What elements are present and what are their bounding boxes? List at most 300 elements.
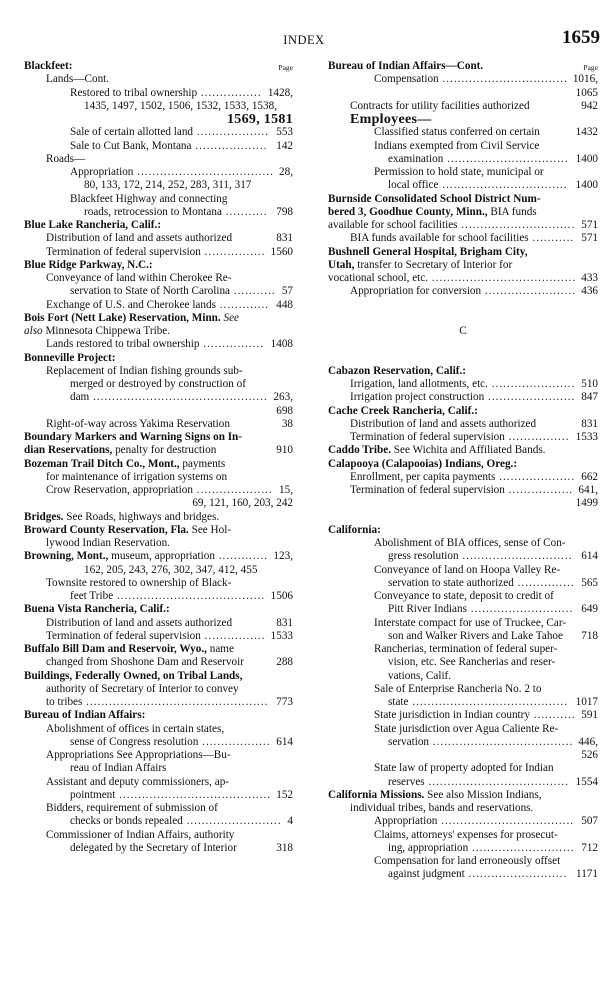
entry-text: Blue Lake Rancheria, Calif.:	[24, 219, 162, 231]
entry-text: sense of Congress resolution	[70, 735, 199, 748]
entry-text-tail: payments	[179, 457, 226, 470]
page-reference: 1017	[575, 696, 598, 708]
index-entry	[24, 497, 293, 510]
entry-text: Browning, Mont.,	[24, 550, 109, 563]
index-entry	[24, 696, 293, 709]
index-entry	[24, 683, 293, 696]
dot-leader: ...........	[221, 205, 268, 218]
index-heading	[24, 60, 293, 73]
dot-leader: ...........	[230, 285, 276, 298]
index-entry	[328, 431, 598, 444]
page-reference: 831	[276, 232, 293, 245]
index-entry	[328, 550, 598, 563]
index-entry	[328, 140, 598, 153]
dot-leader: ......................	[487, 378, 576, 390]
entry-text: Restored to tribal ownership	[70, 86, 198, 99]
dot-leader: ................	[199, 338, 265, 351]
index-heading	[328, 458, 598, 471]
index-column-right	[328, 60, 598, 882]
entry-text: Calapooya (Calapooias) Indians, Oreg.:	[328, 457, 518, 470]
entry-text: Conveyance of land on Hoopa Valley Re-	[374, 563, 561, 576]
entry-text: Classified status conferred on certain	[374, 126, 540, 139]
entry-text-tail: penalty for destruction	[112, 444, 217, 457]
entry-text: Exchange of U.S. and Cherokee lands	[46, 298, 216, 311]
dot-leader: .................................	[438, 179, 568, 192]
index-entry	[24, 577, 293, 590]
entry-text: California:	[328, 523, 381, 536]
entry-text: Conveyance of land within Cherokee Re-	[46, 272, 232, 284]
index-entry	[328, 736, 598, 749]
index-entry	[328, 723, 598, 736]
index-heading	[24, 352, 293, 365]
entry-text: checks or bonds repealed	[70, 815, 183, 828]
entry-text: Bidders, requirement of submission of	[46, 802, 218, 814]
index-heading	[24, 709, 293, 722]
index-entry	[328, 670, 598, 683]
index-entry	[328, 113, 598, 126]
index-entry	[24, 405, 293, 418]
index-entry	[328, 776, 598, 789]
index-entry	[328, 855, 598, 868]
index-heading	[328, 246, 598, 259]
page-reference: 662	[581, 470, 598, 483]
index-entry	[24, 166, 293, 179]
index-heading	[328, 259, 598, 272]
entry-text: Appropriation	[374, 815, 438, 828]
entry-text: Bushnell General Hospital, Brigham City,	[328, 245, 528, 258]
dot-leader: ...........................	[466, 603, 574, 616]
index-entry	[24, 338, 293, 351]
index-column-left	[24, 60, 293, 855]
page-reference: 565	[581, 576, 598, 589]
index-entry	[328, 87, 598, 100]
index-heading	[328, 60, 598, 73]
section-letter-text: C	[459, 325, 467, 337]
index-entry	[24, 789, 293, 802]
index-heading	[24, 259, 293, 272]
entry-text: Appropriation for conversion	[350, 285, 482, 298]
entry-text: Buffalo Bill Dam and Reservoir, Wyo.,	[24, 643, 207, 655]
entry-text: Broward County Reservation, Fla.	[24, 523, 189, 536]
entry-text-tail: See Wichita and Affiliated Bands.	[391, 444, 546, 457]
index-heading	[24, 670, 293, 683]
page-reference: 614	[276, 735, 293, 748]
dot-leader: ...................	[191, 139, 268, 152]
entry-text: 162, 205, 243, 276, 302, 347, 412, 455	[84, 563, 258, 576]
index-entry	[328, 815, 598, 828]
entry-text: State jurisdiction over Agua Caliente Re-	[374, 722, 559, 735]
page-reference: 433	[581, 272, 598, 284]
entry-text: Bureau of Indian Affairs:	[24, 709, 146, 722]
page-reference: 4	[287, 815, 293, 828]
entry-text-tail: Minnesota Chippewa Tribe.	[42, 325, 171, 337]
index-entry	[328, 391, 598, 404]
entry-text: Sale of certain allotted land	[70, 126, 194, 139]
page-reference: 847	[581, 391, 598, 404]
index-entry	[24, 365, 293, 378]
page-reference: 798	[276, 205, 293, 218]
page-reference: 1560	[270, 245, 293, 258]
entry-text: State jurisdiction in Indian country	[374, 709, 530, 722]
index-entry	[24, 140, 293, 153]
index-entry	[328, 285, 598, 298]
index-heading	[328, 405, 598, 418]
entry-text: Buildings, Federally Owned, on Tribal Lands,	[24, 669, 243, 682]
index-heading	[328, 193, 598, 206]
page-reference: 1016,	[572, 73, 598, 86]
page-reference: 571	[581, 219, 598, 231]
entry-text: bered 3, Goodhue County, Minn.,	[328, 205, 488, 218]
index-heading	[24, 511, 293, 524]
index-entry	[24, 564, 293, 577]
dot-leader: ................	[200, 629, 266, 642]
index-entry	[328, 696, 598, 709]
entry-text: Cache Creek Rancheria, Calif.:	[328, 404, 478, 417]
entry-text: BIA funds available for school facilities	[350, 232, 529, 245]
index-entry	[24, 285, 293, 298]
entry-text: against judgment	[388, 868, 465, 881]
entry-text: authority of Secretary of Interior to convey	[46, 682, 239, 695]
dot-leader: ....................................	[133, 166, 274, 178]
entry-text: Bozeman Trail Ditch Co., Mont.,	[24, 457, 180, 470]
entry-text: Rancherias, termination of federal super-	[374, 643, 558, 655]
page-reference: 526	[581, 749, 598, 761]
index-entry	[24, 484, 293, 497]
page-reference: 1533	[575, 431, 598, 443]
index-entry	[328, 166, 598, 179]
page-reference: 942	[581, 99, 598, 112]
index-entry	[24, 232, 293, 245]
page-reference: 614	[581, 550, 598, 563]
entry-text-tail: See	[220, 311, 240, 324]
index-entry	[24, 193, 293, 206]
page-reference: 910	[276, 444, 293, 457]
index-heading	[24, 312, 293, 325]
index-entry	[328, 471, 598, 484]
entry-text: Distribution of land and assets authorized	[46, 232, 233, 245]
index-entry	[328, 802, 598, 815]
entry-text: available for school facilities	[328, 219, 458, 231]
entry-text: Lands restored to tribal ownership	[46, 338, 200, 351]
page-reference: 591	[581, 709, 598, 722]
index-entry	[328, 709, 598, 722]
dot-leader: .................................	[438, 73, 568, 86]
page-number: 1659	[562, 27, 600, 48]
entry-text: Commissioner of Indian Affairs, authority	[46, 828, 235, 841]
entry-text: Bonneville Project:	[24, 351, 116, 364]
entry-text: Blue Ridge Parkway, N.C.:	[24, 258, 153, 271]
entry-text: Abolishment of offices in certain states,	[46, 722, 225, 735]
index-heading	[328, 206, 598, 219]
index-entry	[24, 842, 293, 855]
dot-leader: ...............	[513, 576, 575, 589]
entry-text: Pitt River Indians	[388, 603, 467, 616]
index-heading	[24, 431, 293, 444]
entry-text: Appropriation	[70, 166, 134, 178]
index-entry	[328, 497, 598, 510]
entry-text: Sale of Enterprise Rancheria No. 2 to	[374, 682, 542, 695]
dot-leader: .......................	[484, 391, 576, 404]
entry-text: dian Reservations,	[24, 444, 113, 457]
dot-leader: ........................	[481, 285, 577, 298]
spacer	[328, 511, 598, 524]
page-reference: 510	[581, 378, 598, 390]
index-heading	[24, 524, 293, 537]
index-entry	[24, 391, 293, 404]
dot-leader: ....................	[192, 484, 273, 496]
entry-text: Right-of-way across Yakima Reservation	[46, 417, 230, 430]
entry-text: Appropriations	[46, 749, 114, 761]
index-entry	[328, 484, 598, 497]
page-reference: 288	[276, 656, 293, 669]
dot-leader: ..................	[198, 735, 271, 748]
page-reference: 318	[276, 841, 293, 854]
entry-text: Compensation	[374, 73, 439, 86]
entry-text: Utah,	[328, 258, 355, 271]
entry-text: lywood Indian Reservation.	[46, 537, 170, 549]
index-entry	[328, 418, 598, 431]
index-entry	[328, 126, 598, 139]
index-entry	[328, 656, 598, 669]
index-entry	[328, 617, 598, 630]
entry-text: Boundary Markers and Warning Signs on In-	[24, 431, 243, 443]
entry-text: for maintenance of irrigation systems on	[46, 470, 228, 483]
entry-text: to tribes	[46, 696, 83, 708]
index-entry	[328, 378, 598, 391]
dot-leader: ..........................	[464, 868, 568, 881]
dot-leader: ...........................	[468, 841, 575, 854]
index-entry	[24, 776, 293, 789]
running-header-title: INDEX	[283, 33, 325, 47]
dot-leader: ................	[197, 86, 262, 99]
dot-leader: ..............................	[457, 219, 576, 231]
entry-text: Irrigation, land allotments, etc.	[350, 378, 488, 390]
index-heading	[24, 643, 293, 656]
dot-leader: ..............................................	[89, 391, 268, 404]
entry-text: Permission to hold state, municipal or	[374, 166, 544, 178]
index-entry	[24, 153, 293, 166]
index-entry	[328, 643, 598, 656]
index-entry	[328, 829, 598, 842]
index-entry	[24, 73, 293, 86]
entry-text: Assistant and deputy commissioners, ap-	[46, 775, 230, 788]
entry-text: Compensation for land erroneously offset	[374, 855, 561, 867]
index-entry	[24, 630, 293, 643]
index-entry	[328, 683, 598, 696]
page-reference: 553	[276, 126, 293, 139]
page-reference: 1171	[576, 868, 598, 881]
entry-text: Enrollment, per capita payments	[350, 470, 496, 483]
page-reference: 1569, 1581	[227, 112, 293, 127]
page-reference: 152	[276, 788, 293, 801]
entry-text: Lands—Cont.	[46, 73, 110, 86]
page-reference: 1408	[270, 338, 293, 351]
entry-text: Blackfeet Highway and connecting	[70, 192, 228, 205]
dot-leader: .....................................	[429, 735, 574, 748]
index-entry	[328, 762, 598, 775]
dot-leader: ........................................	[115, 788, 272, 801]
entry-text: changed from Shoshone Dam and Reservoir	[46, 656, 244, 669]
entry-text: Replacement of Indian fishing grounds sub-	[46, 364, 243, 377]
entry-text: vations, Calif.	[388, 669, 452, 682]
page-reference: 15,	[279, 484, 293, 496]
index-entry	[328, 868, 598, 881]
entry-text-tail: transfer to Secretary of Interior for	[354, 258, 513, 271]
index-entry	[328, 603, 598, 616]
entry-text: Burnside Consolidated School District Num-	[328, 192, 541, 205]
entry-text: roads, retrocession to Montana	[84, 205, 222, 218]
index-entry	[24, 723, 293, 736]
entry-text: pointment	[70, 788, 116, 801]
entry-text: son and Walker Rivers and Lake Tahoe	[388, 629, 563, 642]
index-entry	[328, 179, 598, 192]
entry-text: servation to State of North Carolina	[70, 285, 231, 298]
entry-text-tail: See also Mission Indians,	[424, 788, 542, 801]
dot-leader: .........................................	[408, 696, 568, 708]
index-entry	[328, 842, 598, 855]
page-reference: 698	[276, 404, 293, 417]
index-entry	[24, 272, 293, 285]
entry-text: California Missions.	[328, 788, 425, 801]
dot-leader: ....................	[495, 470, 576, 483]
entry-text: Bois Fort (Nett Lake) Reservation, Minn.	[24, 311, 221, 324]
entry-text: Roads—	[46, 152, 86, 165]
entry-text: vocational school, etc.	[328, 272, 429, 284]
index-entry	[328, 537, 598, 550]
entry-text: servation to state authorized	[388, 576, 514, 589]
page-reference: 436	[581, 285, 598, 298]
entry-text: Blackfeet:	[24, 60, 73, 72]
index-entry	[24, 537, 293, 550]
entry-text: ing, appropriation	[388, 841, 469, 854]
entry-text: Termination of federal supervision	[350, 484, 505, 496]
index-entry	[24, 113, 293, 126]
index-entry	[24, 815, 293, 828]
index-heading	[328, 365, 598, 378]
index-entry	[24, 179, 293, 192]
page-reference: 712	[581, 841, 598, 854]
dot-leader: ................................	[443, 152, 569, 165]
page-reference: 1065	[575, 86, 598, 99]
page-reference: 1432	[575, 126, 598, 139]
index-entry	[24, 378, 293, 391]
entry-text: also	[24, 325, 43, 337]
entry-text: dam	[70, 391, 90, 404]
index-entry	[24, 471, 293, 484]
entry-text: Sale to Cut Bank, Montana	[70, 139, 192, 152]
dot-leader: ................	[200, 245, 266, 258]
page-reference: 507	[581, 815, 598, 828]
page-reference: 1400	[575, 179, 598, 192]
page-reference: 1506	[270, 590, 293, 602]
dot-leader: ...........	[528, 232, 575, 245]
index-heading	[24, 219, 293, 232]
dot-leader: .............	[215, 298, 270, 311]
entry-text: Distribution of land and assets authorized	[46, 616, 233, 629]
entry-text: state	[388, 696, 409, 708]
page-reference: 69, 121, 160, 203, 242	[192, 497, 293, 510]
spacer	[328, 299, 598, 326]
index-entry	[24, 736, 293, 749]
page-reference: 831	[581, 417, 598, 430]
entry-text: State law of property adopted for Indian	[374, 762, 554, 775]
entry-text: Termination of federal supervision	[46, 629, 201, 642]
entry-text: Abolishment of BIA offices, sense of Con-	[374, 537, 566, 549]
index-heading	[24, 444, 293, 457]
index-heading	[24, 550, 293, 563]
dot-leader: .............	[214, 550, 269, 563]
dot-leader: .......................................	[113, 590, 266, 602]
entry-text: Claims, attorneys' expenses for prosecut-	[374, 828, 558, 841]
index-entry	[24, 418, 293, 431]
entry-text: Interstate compact for use of Truckee, Car-	[374, 616, 567, 629]
page-reference: 448	[276, 298, 293, 311]
page-reference: 1533	[270, 629, 293, 642]
dot-leader: ................	[504, 431, 570, 443]
index-entry	[328, 577, 598, 590]
index-entry	[24, 829, 293, 842]
index-entry	[328, 73, 598, 86]
entry-text: Distribution of land and assets authorized	[350, 417, 537, 430]
entry-text: Termination of federal supervision	[46, 245, 201, 258]
page-reference: 1499	[575, 497, 598, 510]
page-reference: 718	[581, 629, 598, 642]
entry-text: gress resolution	[388, 550, 459, 563]
entry-text: Cabazon Reservation, Calif.:	[328, 364, 466, 377]
dot-leader: ......................................	[428, 272, 577, 284]
index-entry	[24, 299, 293, 312]
entry-text: Bridges.	[24, 510, 64, 523]
entry-text-tail: See Appropriations—Bu-	[113, 749, 231, 761]
page-reference: 641,	[578, 484, 598, 496]
dot-leader: ...................................	[437, 815, 575, 828]
entry-text: Irrigation project construction	[350, 391, 485, 404]
index-entry	[24, 617, 293, 630]
page-reference: 38	[281, 417, 293, 430]
page-reference: 28,	[279, 166, 293, 178]
entry-text: Employees—	[350, 112, 432, 127]
entry-text: vision, etc. See Rancherias and reser-	[388, 656, 556, 669]
index-heading	[24, 458, 293, 471]
index-entry	[24, 802, 293, 815]
index-entry	[328, 630, 598, 643]
index-heading	[328, 444, 598, 457]
index-entry	[24, 100, 293, 113]
dot-leader: ...................	[193, 126, 269, 139]
entry-text: Termination of federal supervision	[350, 431, 505, 443]
page-reference: 831	[276, 616, 293, 629]
index-entry	[24, 87, 293, 100]
entry-text: examination	[388, 152, 444, 165]
index-entry	[24, 206, 293, 219]
entry-text: 1435, 1497, 1502, 1506, 1532, 1533, 1538,	[84, 99, 277, 112]
dot-leader: .....................................	[424, 775, 569, 788]
entry-text: Conveyance to state, deposit to credit of	[374, 590, 554, 602]
page-reference: 571	[581, 232, 598, 245]
index-entry	[328, 153, 598, 166]
index-heading	[328, 524, 598, 537]
index-heading	[328, 789, 598, 802]
dot-leader: .................	[504, 484, 574, 496]
entry-text: Buena Vista Rancheria, Calif.:	[24, 603, 170, 616]
page-reference: 1400	[575, 152, 598, 165]
entry-text: Bureau of Indian Affairs—Cont.	[328, 60, 484, 72]
entry-text: 80, 133, 172, 214, 252, 283, 311, 317	[84, 179, 252, 192]
index-entry	[24, 656, 293, 669]
entry-text: individual tribes, bands and reservations.	[350, 802, 534, 814]
spacer	[328, 338, 598, 365]
index-entry	[328, 749, 598, 762]
